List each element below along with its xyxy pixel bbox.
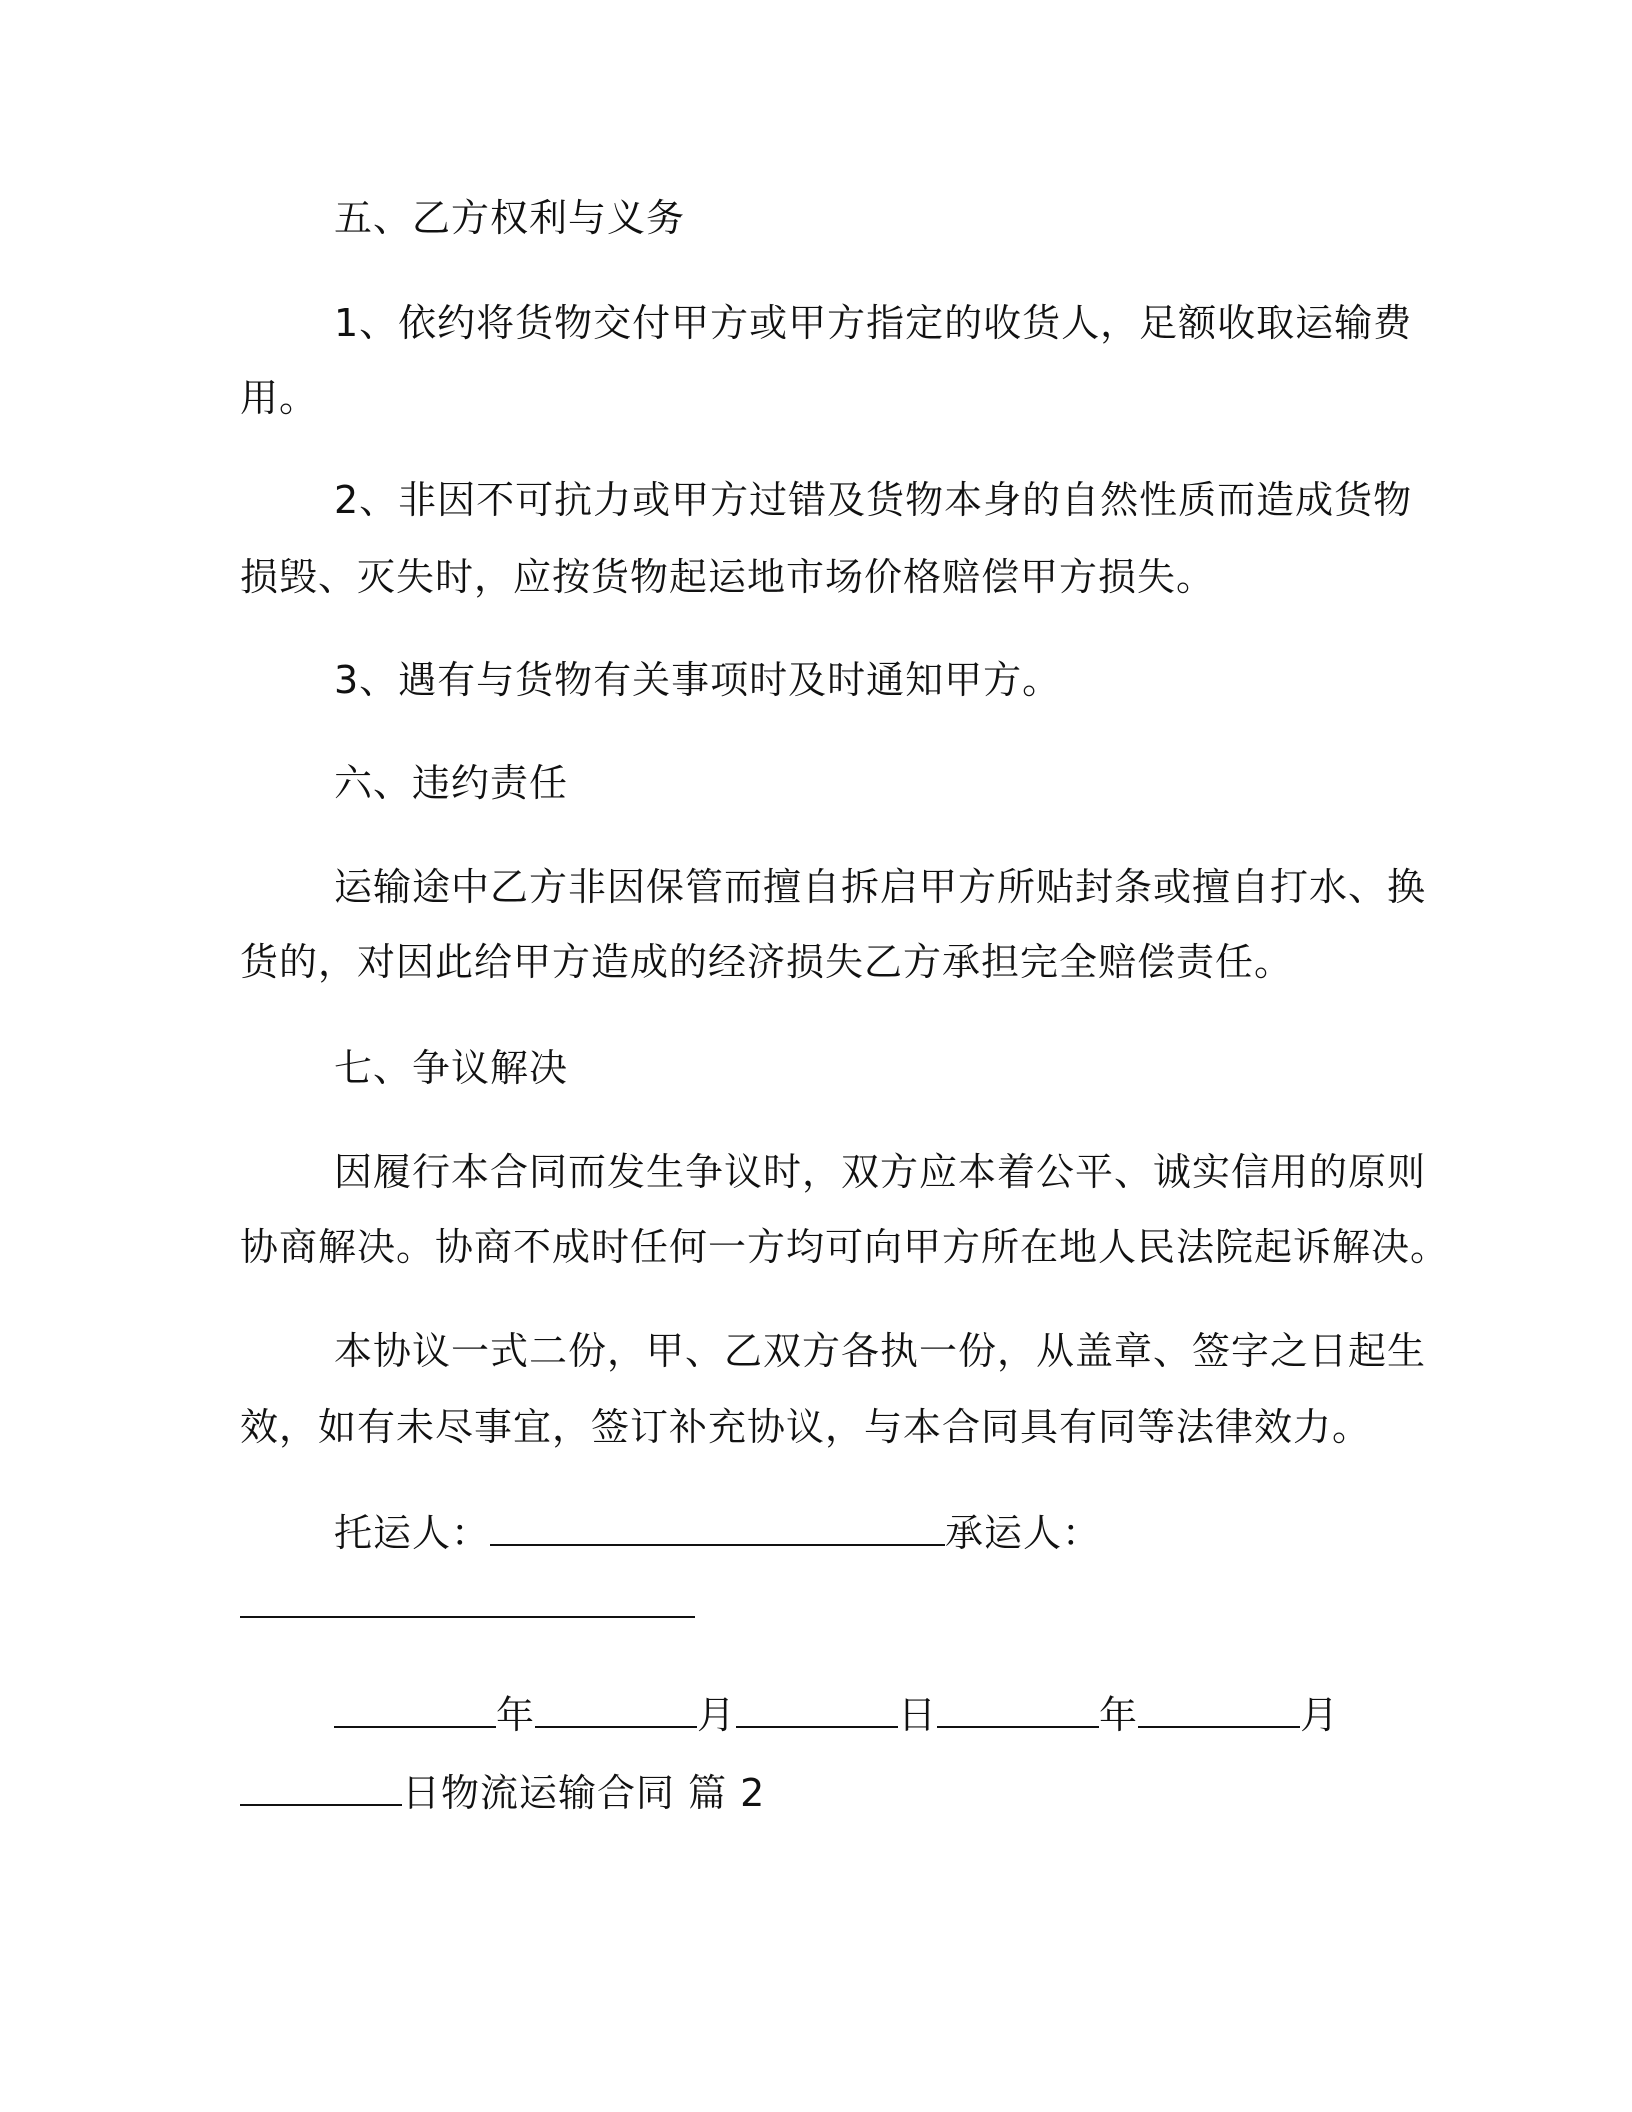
section-6-para-line-2: 货的，对因此给甲方造成的经济损失乙方承担完全赔偿责任。	[240, 940, 1294, 984]
signature-row	[334, 1508, 1101, 1558]
day-blank-1	[736, 1690, 898, 1728]
section-6-heading: 六、违约责任	[334, 761, 569, 805]
carrier-signature-row	[240, 1580, 695, 1630]
month-blank-2	[1138, 1690, 1300, 1728]
section-5-item-3: 3、遇有与货物有关事项时及时通知甲方。	[334, 658, 1062, 702]
section-5-item-2-line-2: 损毁、灭失时，应按货物起运地市场价格赔偿甲方损失。	[240, 555, 1216, 599]
day-label-1: 日	[898, 1693, 938, 1737]
month-label-1: 月	[697, 1693, 737, 1737]
closing-line-2: 效，如有未尽事宜，签订补充协议，与本合同具有同等法律效力。	[240, 1405, 1372, 1449]
shipper-signature-blank	[490, 1508, 945, 1546]
date-row-1	[334, 1690, 1339, 1740]
month-label-2: 月	[1300, 1693, 1340, 1737]
day-blank-2	[240, 1768, 402, 1806]
carrier-signature-blank	[240, 1580, 695, 1618]
month-blank-1	[535, 1690, 697, 1728]
date-row-2	[240, 1768, 765, 1818]
section-7-heading: 七、争议解决	[334, 1046, 569, 1090]
section-7-para-line-1: 因履行本合同而发生争议时，双方应本着公平、诚实信用的原则	[334, 1150, 1427, 1194]
section-6-para-line-1: 运输途中乙方非因保管而擅自拆启甲方所贴封条或擅自打水、换	[334, 865, 1427, 909]
section-5-item-1-line-1: 1、依约将货物交付甲方或甲方指定的收货人，足额收取运输费	[334, 301, 1413, 345]
section-5-heading: 五、乙方权利与义务	[334, 196, 686, 240]
section-5-item-1-line-2: 用。	[240, 376, 319, 420]
carrier-label: 承运人：	[945, 1511, 1102, 1555]
closing-line-1: 本协议一式二份，甲、乙双方各执一份，从盖章、签字之日起生	[334, 1329, 1427, 1373]
year-label-2: 年	[1099, 1693, 1139, 1737]
shipper-label: 托运人：	[334, 1511, 491, 1555]
section-5-item-2-line-1: 2、非因不可抗力或甲方过错及货物本身的自然性质而造成货物	[334, 478, 1413, 522]
section-7-para-line-2: 协商解决。协商不成时任何一方均可向甲方所在地人民法院起诉解决。	[240, 1225, 1450, 1269]
trailing-title: 日物流运输合同 篇 2	[402, 1771, 766, 1815]
year-blank-1	[334, 1690, 496, 1728]
year-blank-2	[937, 1690, 1099, 1728]
year-label-1: 年	[496, 1693, 536, 1737]
